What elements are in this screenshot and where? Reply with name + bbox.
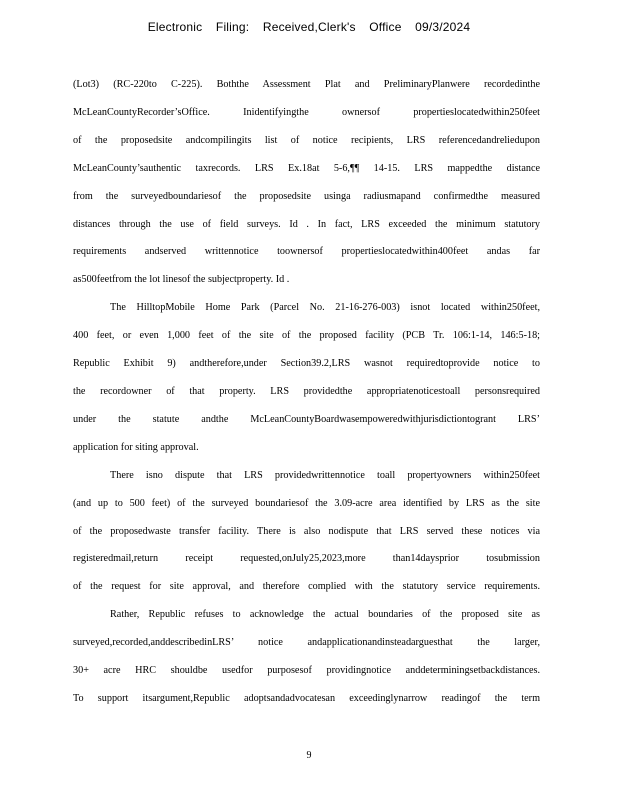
- text-line: surveyed,recorded,anddescribedinLRS’ notice andapplicationandinsteadarguesthat the larger,: [73, 637, 540, 649]
- text-line: of the proposedsite andcompilingits list of notice recipients, LRS referencedandreliedupon: [73, 134, 540, 146]
- paragraph-notice-records: [73, 71, 540, 294]
- text-line: of the proposedwaste transfer facility. There is also nodispute that LRS served these notices via: [73, 525, 540, 537]
- text-line: McLeanCounty’sauthentic taxrecords. LRS Ex.18at 5-6,¶¶ 14-15. LRS mappedthe distance: [73, 162, 540, 174]
- text-line: (and up to 500 feet) of the surveyed boundariesof the 3.09-acre area identified by LRS as the site: [73, 497, 540, 509]
- text-line: To support itsargument,Republic adoptsandadvocatesan exceedinglynarrow readingof the term: [73, 692, 540, 704]
- text-line: from the surveyedboundariesof the proposedsite usinga radiusmapand confirmedthe measured: [73, 190, 540, 202]
- text-line: 400 feet, or even 1,000 feet of the site of the proposed facility (PCB Tr. 106:1-14, 146:5-18;: [73, 330, 540, 342]
- text-line: (Lot3) (RC-220to C-225). Boththe Assessment Plat and PreliminaryPlanwere recordedinthe: [73, 79, 540, 90]
- text-line: distances through the use of field surveys. Id . In fact, LRS exceeded the minimum statutory: [73, 218, 540, 230]
- text-line: 30+ acre HRC shouldbe usedfor purposesof providingnotice anddeterminingsetbackdistances.: [73, 665, 540, 677]
- page-number: 9: [306, 750, 312, 761]
- text-line: under the statute andthe McLeanCountyBoardwasempoweredwithjurisdictiontogrant LRS’: [73, 413, 540, 425]
- text-line: Rather, Republic refuses to acknowledge the actual boundaries of the proposed site as: [110, 609, 540, 621]
- text-line: requirements andserved writtennotice toownersof propertieslocatedwithin400feet andas far: [73, 246, 540, 258]
- paragraph-republic-argument: [73, 601, 540, 713]
- text-line: as500feetfrom the lot linesof the subjectproperty. Id .: [73, 274, 290, 286]
- text-line: the recordowner of that property. LRS providedthe appropriatenoticestoall personsrequired: [73, 385, 540, 397]
- paragraph-no-dispute: [73, 462, 540, 602]
- text-line: application for siting approval.: [73, 441, 199, 453]
- text-line: There isno dispute that LRS providedwrittennotice toall propertyowners within250feet: [110, 469, 540, 481]
- text-line: The HilltopMobile Home Park (Parcel No. 21-16-276-003) isnot located within250feet,: [110, 302, 540, 314]
- text-line: McLeanCountyRecorder’sOffice. Inidentifyingthe ownersof propertieslocatedwithin250feet: [73, 106, 540, 118]
- document-body: [73, 71, 540, 713]
- text-line: Republic Exhibit 9) andtherefore,under Section39.2,LRS wasnot requiredtoprovide notice to: [73, 358, 540, 370]
- text-line: of the request for site approval, and therefore complied with the statutory service requirements.: [73, 581, 540, 593]
- paragraph-hilltop-mobile-home-park: [73, 294, 540, 461]
- electronic-filing-header: Electronic Filing: Received,Clerk's Office 09/3/2024: [147, 20, 471, 34]
- text-line: registeredmail,return receipt requested,onJuly25,2023,more than14daysprior tosubmission: [73, 553, 540, 565]
